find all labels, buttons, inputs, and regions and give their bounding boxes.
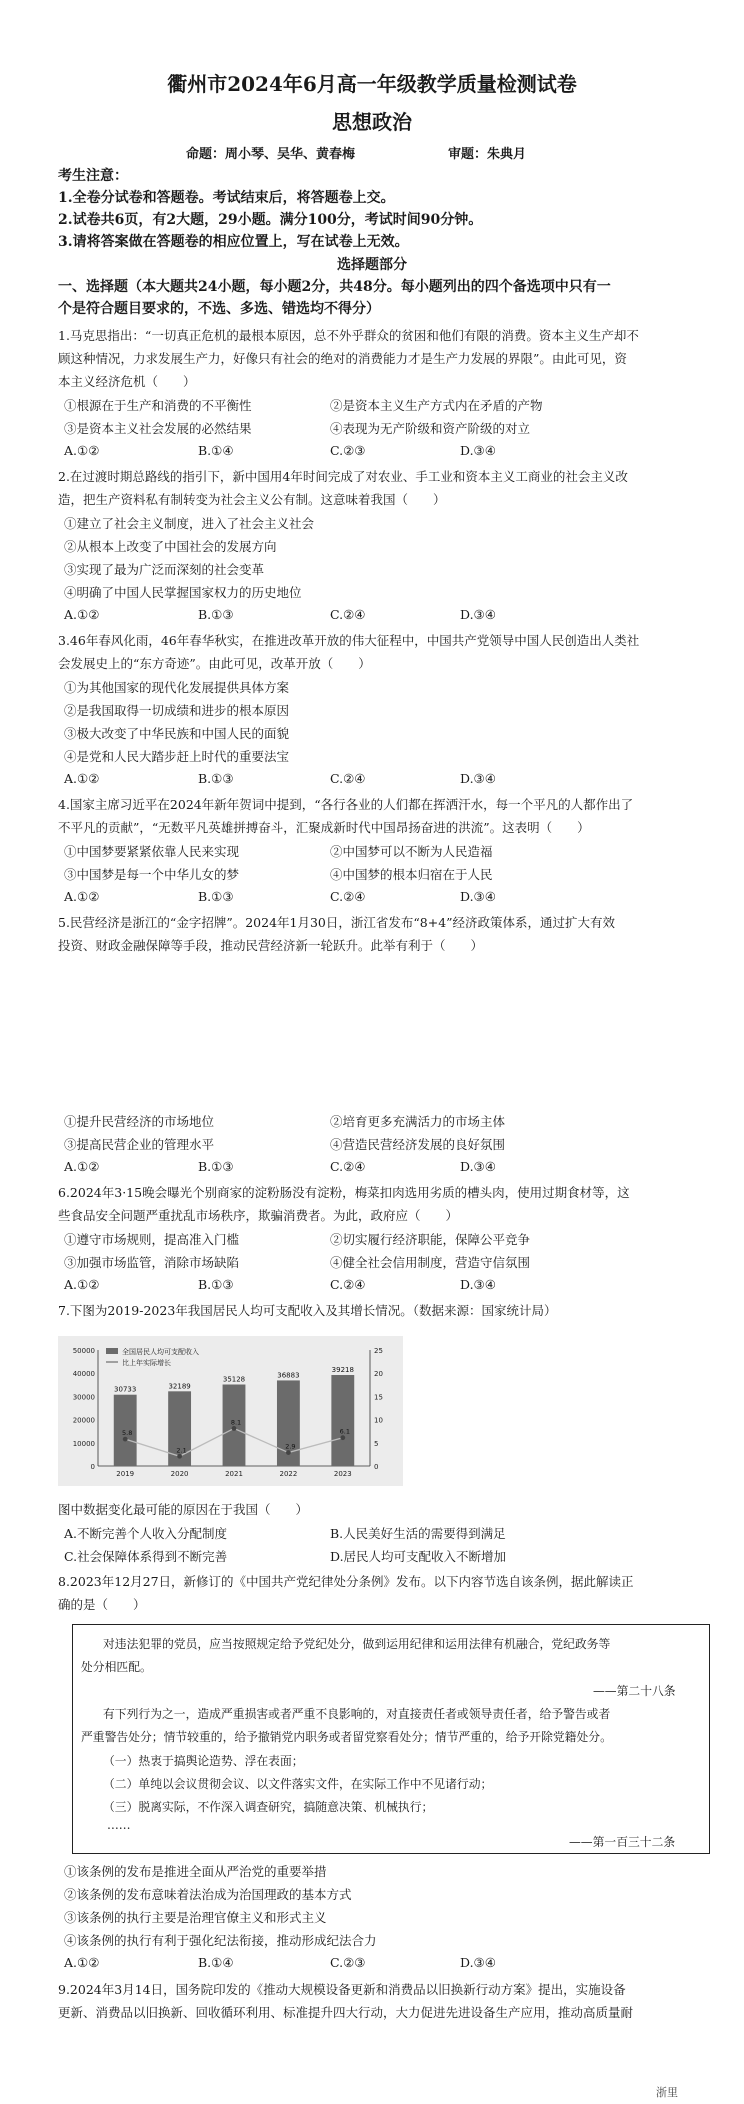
choice-b: B.①④ [198, 1955, 234, 1970]
choice-d: D.③④ [460, 607, 496, 622]
statement: ③极大改变了中华民族和中国人民的面貌 [64, 726, 290, 741]
choice-d: D.③④ [460, 1955, 496, 1970]
choice-b: B.①③ [198, 889, 234, 904]
statement: ①建立了社会主义制度，进入了社会主义社会 [64, 516, 315, 531]
excerpt-text: 有下列行为之一，造成严重损害或者严重不良影响的，对直接责任者或领导责任者，给予警告或者 [103, 1707, 611, 1721]
statement: ①为其他国家的现代化发展提供具体方案 [64, 680, 290, 695]
statement: ④健全社会信用制度，营造守信氛围 [330, 1255, 531, 1270]
notice-title: 考生注意： [58, 168, 128, 184]
statement: ②是资本主义生产方式内在矛盾的产物 [330, 398, 543, 413]
y2-tick-label: 10 [374, 1416, 383, 1425]
statement: ③加强市场监管，消除市场缺陷 [64, 1255, 240, 1270]
x-tick-label: 2021 [225, 1470, 243, 1478]
excerpt-item: （三）脱离实际，不作深入调查研究，搞随意决策、机械执行； [103, 1800, 434, 1814]
growth-point [123, 1437, 128, 1442]
statement: ①遵守市场规则，提高准入门槛 [64, 1232, 240, 1247]
legend-label: 全国居民人均可支配收入 [122, 1348, 199, 1356]
y-tick-label: 0 [90, 1463, 95, 1471]
y2-tick-label: 15 [374, 1393, 383, 1402]
bar-value-label: 36883 [277, 1371, 300, 1380]
statement: ③中国梦是每一个中华儿女的梦 [64, 867, 240, 882]
choice-d: D.③④ [460, 1277, 496, 1292]
statement: ①中国梦要紧紧依靠人民来实现 [64, 844, 240, 859]
question-stem: 5.民营经济是浙江的“金字招牌”。2024年1月30日，浙江省发布“8+4”经济政策体系，通过扩大有效 [58, 915, 616, 930]
choice-b: B.人民美好生活的需要得到满足 [330, 1526, 506, 1541]
statement: ②从根本上改变了中国社会的发展方向 [64, 539, 277, 554]
choice-b: B.①③ [198, 771, 234, 786]
choice-a: A.①② [64, 1277, 100, 1292]
y2-tick-label: 25 [374, 1347, 383, 1355]
question-stem: 不平凡的贡献”，“无数平凡英雄拼搏奋斗，汇聚成新时代中国昂扬奋进的洪流”。这表明（ ） [58, 820, 590, 835]
question-stem: 投资、财政金融保障等手段，推动民营经济新一轮跃升。此举有利于（ ） [58, 938, 484, 953]
growth-value-label: 5.8 [122, 1429, 133, 1438]
statement: ④中国梦的根本归宿在于人民 [330, 867, 493, 882]
income-chart [58, 1336, 403, 1486]
growth-point [340, 1435, 345, 1440]
question-stem: 8.2023年12月27日，新修订的《中国共产党纪律处分条例》发布。以下内容节选自该条例，据此解读正 [58, 1574, 634, 1589]
question-stem: 顾这种情况，力求发展生产力，好像只有社会的绝对的消费能力才是生产力发展的界限”。由此可见，资 [58, 351, 627, 366]
choice-a: A.①② [64, 443, 100, 458]
choice-d: D.③④ [460, 771, 496, 786]
excerpt-item: （一）热衷于搞舆论造势、浮在表面； [103, 1754, 304, 1768]
question-stem: 会发展史上的“东方奇迹”。由此可见，改革开放（ ） [58, 656, 371, 671]
x-tick-label: 2019 [116, 1470, 135, 1478]
y-tick-label: 30000 [72, 1393, 95, 1402]
bar-income [331, 1375, 354, 1466]
notice-item: 3.请将答案做在答题卷的相应位置上，写在试卷上无效。 [58, 234, 409, 250]
footer-watermark: 浙里 [656, 2086, 678, 2099]
x-tick-label: 2020 [170, 1470, 189, 1478]
statement: ④是党和人民大踏步赶上时代的重要法宝 [64, 749, 290, 764]
choice-b: B.①③ [198, 1277, 234, 1292]
choice-d: D.③④ [460, 1159, 496, 1174]
notice-item: 2.试卷共6页，有2大题，29小题。满分100分，考试时间90分钟。 [58, 212, 483, 228]
bar-value-label: 32189 [168, 1382, 191, 1391]
bar-value-label: 30733 [114, 1385, 137, 1394]
legend-swatch-income [106, 1348, 118, 1354]
growth-value-label: 6.1 [339, 1427, 350, 1436]
growth-value-label: 2.9 [285, 1442, 296, 1451]
choice-a: A.①② [64, 607, 100, 622]
x-tick-label: 2023 [333, 1470, 352, 1478]
statement: ②中国梦可以不断为人民造福 [330, 844, 493, 859]
x-tick-label: 2022 [279, 1470, 298, 1478]
choice-c: C.②④ [330, 1159, 366, 1174]
choice-c: C.②③ [330, 1955, 366, 1970]
bar-value-label: 35128 [222, 1375, 246, 1384]
excerpt-text: 处分相匹配。 [81, 1660, 152, 1674]
choice-d: D.居民人均可支配收入不断增加 [330, 1549, 507, 1564]
statement: ②该条例的发布意味着法治成为治国理政的基本方式 [64, 1887, 352, 1902]
statement: ④该条例的执行有利于强化纪法衔接，推动形成纪法合力 [64, 1933, 377, 1948]
question-stem: 4.国家主席习近平在2024年新年贺词中提到，“各行各业的人们都在挥洒汗水，每一个平凡的人都作出了 [58, 797, 634, 812]
excerpt-text: 严重警告处分；情节较重的，给予撤销党内职务或者留党察看处分；情节严重的，给予开除党籍处分。 [81, 1730, 612, 1744]
question-stem: 造，把生产资料私有制转变为社会主义公有制。这意味着我国（ ） [58, 492, 446, 507]
choice-d: D.③④ [460, 443, 496, 458]
statement: ①该条例的发布是推进全面从严治党的重要举措 [64, 1864, 327, 1879]
reviewer: 审题：朱典月 [448, 147, 527, 162]
excerpt-source: ——第二十八条 [593, 1684, 676, 1698]
y-tick-label: 10000 [72, 1439, 95, 1448]
y2-tick-label: 20 [374, 1370, 383, 1379]
question-stem: 本主义经济危机（ ） [58, 374, 196, 389]
choice-a: A.①② [64, 1955, 100, 1970]
question-stem: 6.2024年3·15晚会曝光个别商家的淀粉肠没有淀粉，梅菜扣肉选用劣质的槽头肉，使用过期食材等，这 [58, 1185, 630, 1200]
excerpt-source: ——第一百三十二条 [569, 1835, 676, 1849]
y2-tick-label: 5 [374, 1439, 379, 1448]
section-instructions: 一、选择题（本大题共24小题，每小题2分，共48分。每小题列出的四个备选项中只有一 [58, 279, 611, 295]
statement: ②切实履行经济职能，保障公平竞争 [330, 1232, 531, 1247]
statement: ①根源在于生产和消费的不平衡性 [64, 398, 252, 413]
choice-a: A.①② [64, 771, 100, 786]
income-chart-svg [58, 1336, 403, 1486]
authors: 命题：周小琴、吴华、黄春梅 [186, 147, 356, 162]
question-stem: 更新、消费品以旧换新、回收循环利用、标准提升四大行动，大力促进先进设备生产应用，推动高质量耐 [58, 2005, 634, 2020]
notice-item: 1.全卷分试卷和答题卷。考试结束后，将答题卷上交。 [58, 190, 395, 206]
choice-d: D.③④ [460, 889, 496, 904]
section-instructions: 个是符合题目要求的，不选、多选、错选均不得分） [58, 301, 380, 317]
statement: ①提升民营经济的市场地位 [64, 1114, 215, 1129]
excerpt-text: 对违法犯罪的党员，应当按照规定给予党纪处分，做到运用纪律和运用法律有机融合，党纪政务等 [103, 1637, 611, 1651]
statement: ④明确了中国人民掌握国家权力的历史地位 [64, 585, 302, 600]
y-tick-label: 50000 [72, 1347, 95, 1355]
choice-c: C.社会保障体系得到不断完善 [64, 1549, 228, 1564]
exam-title: 衢州市2024年6月高一年级教学质量检测试卷 [167, 72, 577, 96]
question-stem: 图中数据变化最可能的原因在于我国（ ） [58, 1502, 309, 1517]
choice-b: B.①④ [198, 443, 234, 458]
choice-c: C.②③ [330, 443, 366, 458]
choice-c: C.②④ [330, 1277, 366, 1292]
question-stem: 1.马克思指出：“一切真正危机的最根本原因，总不外乎群众的贫困和他们有限的消费。资本主义生产却不 [58, 328, 639, 343]
statement: ④表现为无产阶级和资产阶级的对立 [330, 421, 531, 436]
statement: ②培育更多充满活力的市场主体 [330, 1114, 506, 1129]
question-stem: 3.46年春风化雨，46年春华秋实，在推进改革开放的伟大征程中，中国共产党领导中国人民创造出人类社 [58, 633, 640, 648]
statement: ③提高民营企业的管理水平 [64, 1137, 215, 1152]
y-tick-label: 20000 [72, 1416, 95, 1425]
statement: ④营造民营经济发展的良好氛围 [330, 1137, 506, 1152]
excerpt-item: （二）单纯以会议贯彻会议、以文件落实文件，在实际工作中不见诸行动； [103, 1777, 493, 1791]
regulation-excerpt-box [72, 1624, 710, 1854]
choice-c: C.②④ [330, 889, 366, 904]
statement: ③实现了最为广泛而深刻的社会变革 [64, 562, 265, 577]
growth-value-label: 2.1 [176, 1446, 187, 1455]
growth-point [286, 1450, 291, 1455]
growth-value-label: 8.1 [230, 1418, 242, 1427]
question-stem: 确的是（ ） [58, 1597, 146, 1612]
excerpt-ellipsis: …… [107, 1818, 131, 1832]
y2-tick-label: 0 [374, 1463, 379, 1471]
statement: ②是我国取得一切成绩和进步的根本原因 [64, 703, 290, 718]
question-stem: 2.在过渡时期总路线的指引下，新中国用4年时间完成了对农业、手工业和资本主义工商业的社会主义改 [58, 469, 628, 484]
y-tick-label: 40000 [72, 1370, 95, 1379]
legend-label: 比上年实际增长 [122, 1359, 171, 1367]
choice-c: C.②④ [330, 771, 366, 786]
choice-a: A.①② [64, 1159, 100, 1174]
statement: ③是资本主义社会发展的必然结果 [64, 421, 252, 436]
choice-a: A.①② [64, 889, 100, 904]
question-stem: 些食品安全问题严重扰乱市场秩序，欺骗消费者。为此，政府应（ ） [58, 1208, 459, 1223]
question-stem: 9.2024年3月14日，国务院印发的《推动大规模设备更新和消费品以旧换新行动方案》提出，实施设备 [58, 1982, 626, 1997]
choice-c: C.②④ [330, 607, 366, 622]
choice-a: A.不断完善个人收入分配制度 [64, 1526, 228, 1541]
choice-b: B.①③ [198, 1159, 234, 1174]
bar-value-label: 39218 [331, 1366, 354, 1375]
question-stem: 7.下图为2019-2023年我国居民人均可支配收入及其增长情况。（数据来源：国家统计局） [58, 1303, 557, 1318]
growth-point [177, 1454, 182, 1459]
subject-title: 思想政治 [332, 110, 412, 134]
growth-point [232, 1426, 237, 1431]
choice-b: B.①③ [198, 607, 234, 622]
section-heading: 选择题部分 [337, 257, 407, 273]
statement: ③该条例的执行主要是治理官僚主义和形式主义 [64, 1910, 327, 1925]
